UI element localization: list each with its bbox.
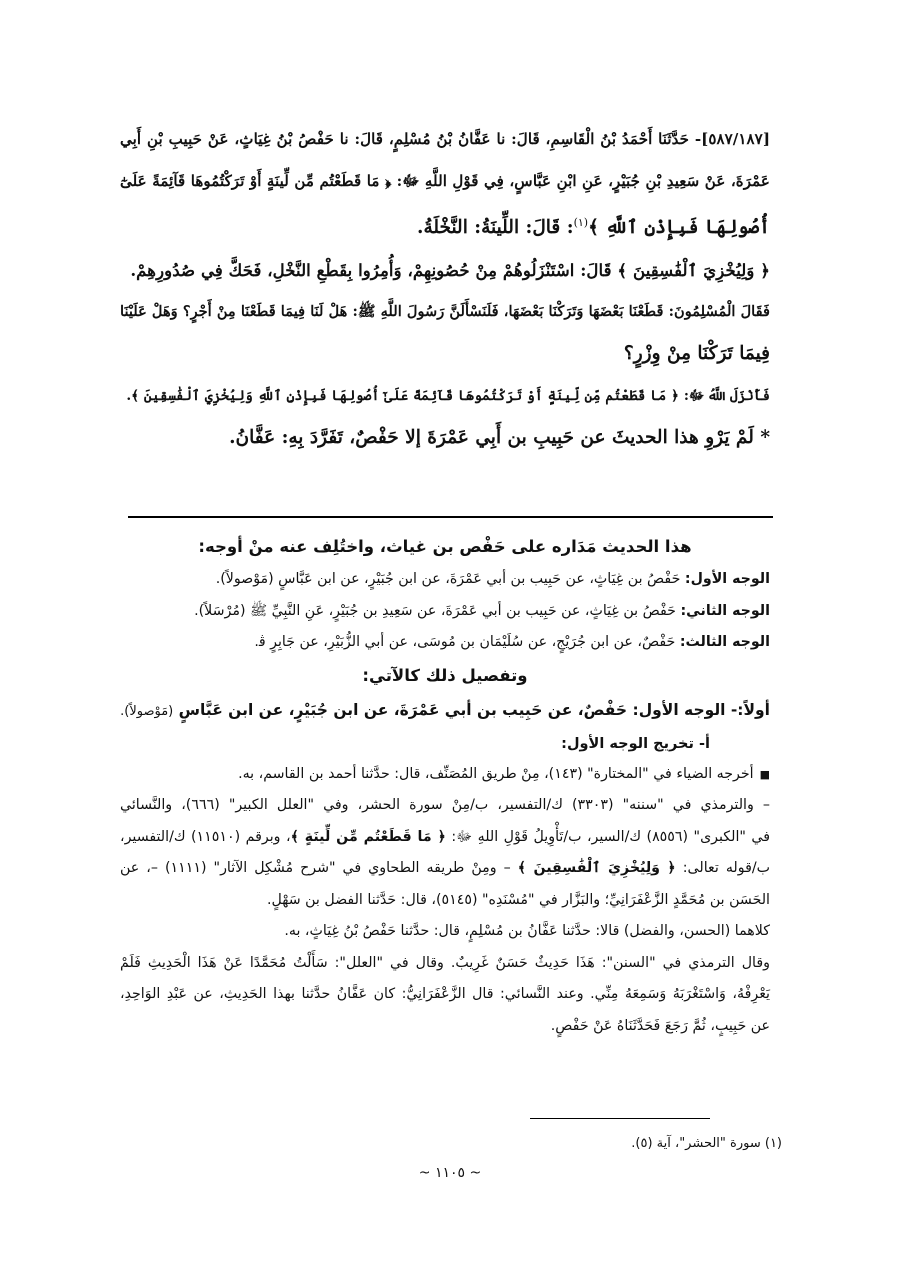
quran-verse: ﴿ مَا قَطَعْتُم مِّن لِّينَةٍ ﴾ <box>290 828 446 845</box>
hadith-block <box>120 118 770 459</box>
footnote: (١) سورة "الحشر"، آية (٥). <box>631 1136 782 1151</box>
detail-heading: وتفصيل ذلك كالآتي: <box>362 665 528 685</box>
takhrij-text: ، وبرقم (١١٥١٠) ك/التفسير، <box>120 828 291 845</box>
hadith-text: : قَالَ: اللِّينَةُ: النَّخْلَةُ. <box>417 217 574 239</box>
takhrij-line-1 <box>120 759 770 791</box>
bullet-icon: ■ <box>759 767 770 781</box>
way-text: حَفْصُ بن غِيَاثٍ، عن حَبِيب بن أبي عَمْرَةَ، عن سَعِيدِ بن جُبَيْرٍ، عَنِ النَّبِيِّ ﷺ (مُرْسَلاً). <box>194 602 676 619</box>
hadith-text: فَأَنْزَلَ اللَّهُ ﷻ: <box>683 388 770 405</box>
first-way-text: حَفْصٌ، عن حَبِيب بن أبي عَمْرَةَ، عن ابن جُبَيْرٍ، عن ابن عَبَّاسٍ <box>178 700 628 719</box>
takhrij-line-9: عن حَبِيبٍ، ثُمَّ رَجَعَ فَحَدَّثَنَاهُ عَنْ حَفْصٍ. <box>550 1017 770 1034</box>
way-3 <box>120 627 770 659</box>
hadith-text: قَالَ: اسْتَنْزَلُوهُمْ مِنْ حُصُونِهِمْ، وَأُمِرُوا بِقَطْعِ النَّخْلِ، فَحَكَّ فِي صُدُورِهِمْ. <box>130 260 612 281</box>
quran-verse: ﴿ مَا قَطَعْتُم مِّن لِّينَةٍ أَوْ تَرَكْتُمُوهَا قَآئِمَةً عَلَىٰٓ أُصُولِهَا فَبِإِذْنِ ٱللَّهِ وَلِيُخْزِيَ ٱلْفَٰسِقِينَ ﴾. <box>126 388 680 405</box>
hadith-line-1: [٥٨٧/١٨٧]- حَدَّثَنَا أَحْمَدُ بْنُ الْقَاسِمِ، قَالَ: نا عَفَّانُ بْنُ مُسْلِمٍ، قَالَ: نا حَفْصُ بْنُ غِيَاثٍ، عَنْ حَبِيبِ بْنِ أَبِي <box>120 130 770 148</box>
hadith-line-6: فِيمَا تَرَكْنَا مِنْ وِزْرٍ؟ <box>623 343 770 365</box>
footnote-rule <box>530 1118 710 1119</box>
takhrij-text: – ومِنْ طريقه الطحاوي في "شرح مُشْكِل الآثار" (١١١١) –، عن <box>120 860 511 876</box>
way-label: الوجه الثالث: <box>679 634 770 650</box>
takhrij-line-8: يَعْرِفْهُ، وَاسْتَغْرَبَهُ وَسَمِعَهُ مِنِّي. وعند النَّسائي: قال الزَّعْفَرَانِيُّ: كان عَفَّانُ حدَّثنا بهذا الحَدِيثِ، عن عَبْدِ الوَاحِدِ، <box>120 986 770 1002</box>
hadith-line-7 <box>120 375 770 417</box>
way-1 <box>120 564 770 596</box>
takhrij-line-2: – والترمذي في "سننه" (٣٣٠٣) ك/التفسير، ب/مِنْ سورة الحشر، وفي "العلل الكبير" (٦٦٦)، والنَّسائي <box>120 797 770 813</box>
hadith-text: عَمْرَةَ، عَنْ سَعِيدِ بْنِ جُبَيْرٍ، عَنِ ابْنِ عَبَّاسٍ، فِي قَوْلِ اللَّهِ ﷻ: <box>396 172 770 190</box>
hadith-line-4 <box>120 249 770 291</box>
first-way-prefix: أولاً:- الوجه الأول: <box>632 700 770 719</box>
quran-verse: ﴿ وَلِيُخْزِيَ ٱلْفَٰسِقِينَ ﴾ <box>617 260 770 281</box>
footnote-marker: (١) <box>573 216 589 229</box>
section-divider <box>128 516 773 518</box>
hadith-line-2 <box>120 160 770 202</box>
hadith-line-8: * لَمْ يَرْوِ هذا الحديثَ عن حَبِيبِ بن أَبِي عَمْرَةَ إلا حَفْصٌ، تَفَرَّدَ بِهِ: عَفَّانُ. <box>229 427 770 449</box>
way-label: الوجه الأول: <box>684 571 770 587</box>
way-2 <box>120 596 770 628</box>
way-label: الوجه الثاني: <box>680 602 770 619</box>
takhrij-line-3 <box>120 822 770 854</box>
hadith-line-3 <box>120 202 770 249</box>
sub-heading: أ- تخريج الوجه الأول: <box>561 735 710 752</box>
takhrij-text: ب/قوله تعالى: <box>682 860 770 876</box>
first-way-tag: (مَوْصولاً). <box>120 703 174 719</box>
takhrij-line-5: الحَسَن بن مُحَمَّدٍ الزَّعْفَرَانِيِّ؛ والبَزَّار في "مُسْنَدِه" (٥١٤٥)، قال: حَدَّثنا الفضل بن سَهْلٍ. <box>266 891 770 908</box>
analysis-heading: هذا الحديث مَدَاره على حَفْص بن غياث، واختُلِف عنه منْ أوجه: <box>198 537 692 556</box>
takhrij-line-4 <box>120 853 770 885</box>
way-text: حَفْصٌ، عن ابن جُرَيْجٍ، عن سُلَيْمَان بن مُوسَى، عن أبي الزُّبَيْرِ، عن جَابِرٍ ﭬ. <box>254 634 676 650</box>
analysis-block <box>120 530 770 1042</box>
takhrij-text: في "الكبرى" (٨٥٥٦) ك/السير، ب/تَأْوِيلُ قَوْلِ اللهِ ﷻ: <box>451 828 770 845</box>
takhrij-line-6: كلاهما (الحسن، والفضل) قالا: حدَّثنا عَفَّانُ بن مُسْلِمٍ، قال: حدَّثنا حَفْصُ بْنُ غِيَاثٍ، به. <box>284 923 770 939</box>
quran-verse: ﴿ وَلِيُخْزِيَ ٱلْفَٰسِقِينَ ﴾ <box>517 860 676 876</box>
page-number: ~ ١١٠٥ ~ <box>418 1165 482 1181</box>
takhrij-line-7: وقال الترمذي في "السنن": هَذَا حَدِيثٌ حَسَنٌ غَرِيبٌ. وقال في "العلل": سَأَلْتُ مُحَمَّدًا عَنْ هَذَا الْحَدِيثِ فَلَمْ <box>120 954 770 971</box>
takhrij-text: أخرجه الضياء في "المختارة" (١٤٣)، مِنْ طريق المُصَنِّف، قال: حدَّثنا أحمد بن القاسم، به. <box>238 765 754 782</box>
first-way-heading <box>120 693 770 729</box>
way-text: حَفْصُ بن غِيَاثٍ، عن حَبِيب بن أبي عَمْرَةَ، عن ابن جُبَيْرٍ، عن ابن عَبَّاسٍ (مَوْصولاً). <box>215 571 681 587</box>
quran-verse: ﴿ مَا قَطَعْتُم مِّن لِّينَةٍ أَوْ تَرَكْتُمُوهَا قَآئِمَةً عَلَىٰٓ <box>120 172 392 190</box>
hadith-line-5: فَقَالَ الْمُسْلِمُونَ: قَطَعْنَا بَعْضَهَا وَتَرَكْنَا بَعْضَهَا، فَلَنَسْأَلَنَّ رَسُولَ اللَّهِ ﷺ: هَلْ لَنَا فِيمَا قَطَعْنَا مِنْ أَجْرٍ؟ وَهَلْ عَلَيْنَا <box>120 303 770 321</box>
quran-verse: أُصُولِهَا فَبِإِذْنِ ٱللَّهِ ﴾ <box>588 217 770 239</box>
